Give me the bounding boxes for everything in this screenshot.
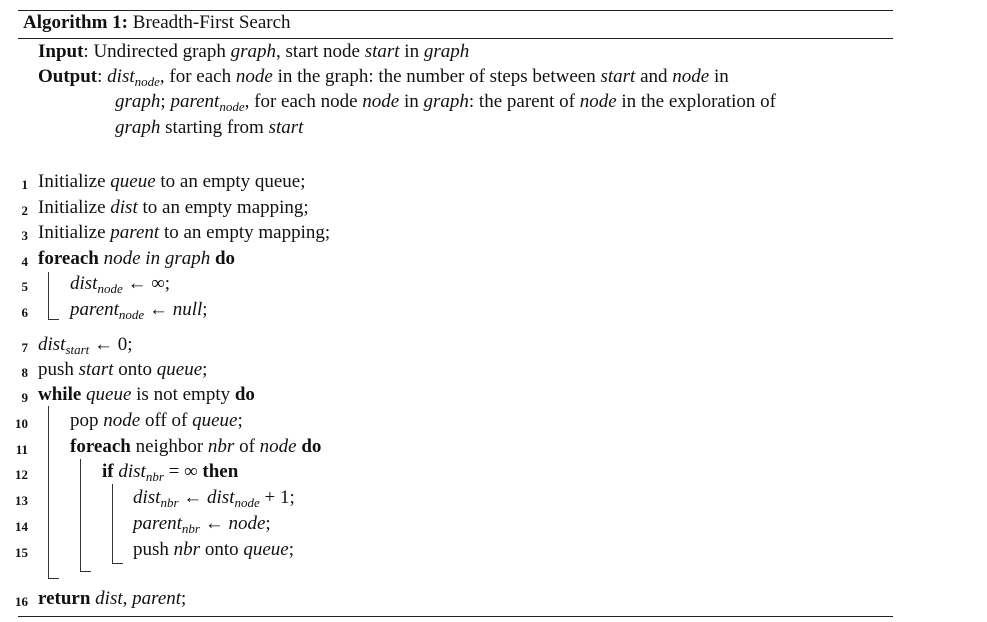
line-fragment: of	[234, 436, 260, 457]
subscript-text: node	[219, 99, 245, 114]
line-fragment: queue	[192, 410, 238, 431]
line-fragment: dist	[38, 334, 66, 355]
line-fragment: push	[133, 539, 174, 560]
line-fragment: queue	[156, 359, 203, 380]
algorithm-line-16	[38, 588, 186, 610]
line-fragment: Initialize	[38, 197, 111, 218]
line-fragment: , for each node	[244, 91, 363, 112]
algorithm-line-1	[38, 171, 306, 193]
line-fragment: pop	[70, 410, 104, 431]
line-number: 14	[15, 519, 28, 534]
line-fragment: dist	[207, 487, 235, 508]
line-fragment: if	[102, 461, 114, 482]
subscript-text: node	[134, 74, 160, 89]
line-fragment: node in graph	[98, 248, 215, 269]
line-number: 12	[15, 467, 28, 482]
algorithm-line-8	[38, 359, 207, 381]
line-fragment: ← ∞;	[122, 273, 171, 294]
algorithm-line-7	[38, 334, 133, 357]
output-text-3	[115, 117, 303, 138]
output-line-3	[115, 116, 303, 140]
line-fragment: graph	[115, 117, 161, 138]
line-fragment: in the graph: the number of steps between	[272, 66, 601, 87]
line-fragment: node	[235, 66, 273, 87]
algorithm-line-9	[38, 384, 255, 406]
line-number: 3	[21, 228, 28, 243]
line-fragment: ;	[265, 513, 271, 534]
line-fragment: start	[268, 117, 304, 138]
line-fragment: then	[202, 461, 239, 482]
line-fragment: : the parent of	[468, 91, 580, 112]
line-fragment: onto	[113, 359, 157, 380]
line-fragment: ;	[160, 91, 171, 112]
line-fragment: ;	[237, 410, 243, 431]
line-fragment: in	[399, 91, 424, 112]
line-fragment: ,	[122, 588, 133, 609]
line-fragment: :	[97, 66, 108, 87]
top-rule	[18, 10, 893, 11]
algorithm-line-3	[38, 222, 330, 244]
line-fragment: ←	[199, 513, 229, 534]
if-block-end	[112, 563, 123, 564]
line-number: 11	[15, 442, 28, 457]
algorithm-line-10	[70, 410, 243, 432]
line-fragment: in	[399, 41, 424, 62]
line-fragment: start	[364, 41, 400, 62]
output-text-1	[97, 66, 729, 87]
algorithm-line-4	[38, 248, 235, 270]
algorithm-line-5	[70, 273, 170, 296]
line-number: 9	[21, 390, 28, 405]
line-fragment: ;	[288, 539, 294, 560]
line-fragment: in	[709, 66, 729, 87]
line-fragment: graph	[115, 91, 161, 112]
if-block-bar	[112, 484, 113, 563]
line-fragment: off of	[140, 410, 193, 431]
line-fragment: = ∞	[163, 461, 203, 482]
line-number: 6	[21, 305, 28, 320]
line-fragment: : Undirected graph	[83, 41, 231, 62]
output-label: Output	[38, 66, 98, 87]
subscript-text: start	[65, 342, 90, 357]
line-fragment: nbr	[173, 539, 201, 560]
line-fragment: + 1;	[259, 487, 295, 508]
line-number: 10	[15, 416, 28, 431]
line-fragment: parent	[70, 299, 119, 320]
algorithm-line-6	[70, 299, 208, 322]
line-fragment: Initialize	[38, 222, 111, 243]
line-fragment: Initialize	[38, 171, 111, 192]
line-number: 1	[21, 177, 28, 192]
line-fragment: dist	[110, 197, 138, 218]
line-fragment: ;	[202, 359, 208, 380]
line-fragment: do	[301, 436, 322, 457]
input-text	[83, 41, 469, 62]
input-line	[38, 40, 469, 64]
line-fragment: while	[38, 384, 82, 405]
line-fragment: foreach	[38, 248, 99, 269]
line-fragment: onto	[200, 539, 244, 560]
line-fragment: node	[579, 91, 617, 112]
line-fragment: to an empty mapping;	[137, 197, 309, 218]
line-fragment: graph	[423, 41, 470, 62]
algorithm-line-13	[133, 487, 295, 510]
caption-rule	[18, 38, 893, 39]
line-fragment: node	[228, 513, 266, 534]
foreach-nbr-block-end	[80, 571, 91, 572]
line-number: 5	[21, 279, 28, 294]
line-number: 7	[21, 340, 28, 355]
line-fragment: foreach	[70, 436, 131, 457]
algorithm-title: Breadth-First Search	[132, 12, 291, 33]
output-line-1	[38, 65, 729, 90]
line-number: 13	[15, 493, 28, 508]
line-fragment: node	[259, 436, 297, 457]
foreach-block-bar	[48, 272, 49, 319]
line-fragment: neighbor	[130, 436, 208, 457]
line-fragment: and	[635, 66, 673, 87]
algorithm-label: Algorithm 1:	[23, 12, 129, 33]
line-fragment: dist	[107, 66, 135, 87]
line-fragment: queue	[243, 539, 289, 560]
line-number: 8	[21, 365, 28, 380]
line-fragment: dist	[133, 487, 161, 508]
line-fragment: , start node	[276, 41, 365, 62]
line-fragment: in the exploration of	[616, 91, 776, 112]
line-fragment: ;	[181, 588, 187, 609]
algorithm-line-14	[133, 513, 271, 536]
algorithm-line-2	[38, 197, 309, 219]
line-fragment: node	[672, 66, 710, 87]
line-fragment: ;	[202, 299, 208, 320]
line-fragment: parent	[132, 588, 182, 609]
algorithm-line-12	[102, 461, 238, 484]
line-fragment: queue	[81, 384, 132, 405]
line-fragment: push	[38, 359, 79, 380]
line-fragment: parent	[170, 91, 220, 112]
line-fragment: dist	[90, 588, 123, 609]
line-number: 2	[21, 203, 28, 218]
line-fragment: graph	[423, 91, 469, 112]
line-fragment: is not empty	[131, 384, 235, 405]
input-label: Input	[38, 41, 84, 62]
algorithm-caption	[23, 12, 291, 34]
output-text-2	[115, 91, 776, 112]
foreach-block-end	[48, 319, 59, 320]
line-fragment: ←	[144, 299, 173, 320]
subscript-text: node	[234, 495, 260, 510]
line-fragment: graph	[230, 41, 277, 62]
line-fragment: queue	[110, 171, 156, 192]
line-fragment: to an empty queue;	[155, 171, 306, 192]
line-fragment: parent	[133, 513, 182, 534]
subscript-text: node	[118, 307, 145, 322]
subscript-text: nbr	[160, 495, 179, 510]
algorithm-line-11	[70, 436, 321, 458]
line-fragment: node	[103, 410, 141, 431]
line-number: 15	[15, 545, 28, 560]
line-fragment: nbr	[207, 436, 235, 457]
line-fragment: dist	[113, 461, 146, 482]
bottom-rule	[18, 616, 893, 617]
line-fragment: , for each	[159, 66, 236, 87]
while-block-end	[48, 578, 59, 579]
subscript-text: nbr	[181, 521, 200, 536]
line-fragment: node	[362, 91, 400, 112]
line-fragment: dist	[70, 273, 98, 294]
subscript-text: nbr	[145, 469, 164, 484]
line-fragment: starting from	[160, 117, 269, 138]
line-fragment: do	[234, 384, 255, 405]
subscript-text: node	[97, 281, 123, 296]
foreach-nbr-block-bar	[80, 459, 81, 571]
line-number: 16	[15, 594, 28, 609]
line-fragment: return	[38, 588, 91, 609]
while-block-bar	[48, 406, 49, 578]
output-line-2	[115, 90, 776, 115]
line-fragment: to an empty mapping;	[159, 222, 331, 243]
line-fragment: null	[172, 299, 203, 320]
line-fragment: ← 0;	[89, 334, 133, 355]
line-number: 4	[21, 254, 28, 269]
line-fragment: do	[214, 248, 236, 269]
line-fragment: start	[78, 359, 114, 380]
line-fragment: parent	[110, 222, 160, 243]
algorithm-line-15	[133, 539, 294, 561]
line-fragment: ←	[178, 487, 208, 508]
line-fragment: start	[600, 66, 636, 87]
